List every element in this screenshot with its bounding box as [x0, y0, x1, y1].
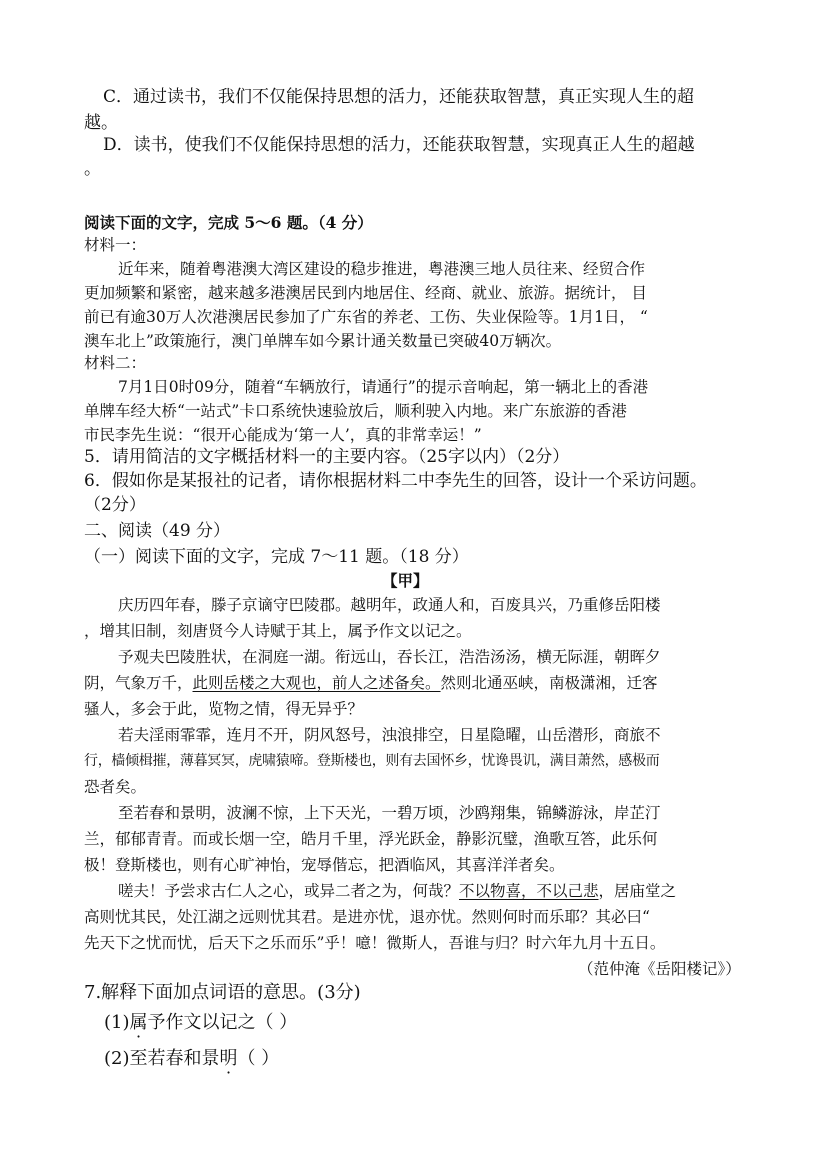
- passage-text: 骚人，多会于此，览物之情，得无异乎？: [84, 700, 364, 718]
- section-heading: 二、阅读（49 分）: [84, 521, 231, 541]
- option-d-line2: 。: [84, 159, 101, 179]
- underlined-sentence: 不以物喜，不以己悲: [459, 882, 599, 900]
- question-5: 5．请用简洁的文字概括材料一的主要内容。（25字以内）（2分）: [84, 447, 570, 467]
- question-7-item-2: [104, 1048, 279, 1070]
- option-c-line1: C．通过读书，我们不仅能保持思想的活力，还能获取智慧，真正实现人生的超: [103, 87, 695, 107]
- passage-text: 若夫淫雨霏霏，连月不开，阴风怒号，浊浪排空，日星隐曜，山岳潜形，商旅不: [118, 726, 661, 744]
- passage-text-segment: 然则北通巫峡，南极潇湘，迁客: [440, 674, 658, 692]
- passage-text: ，增其旧制，刻唐贤今人诗赋于其上，属予作文以记之。: [84, 622, 472, 640]
- passage-source: （范仲淹《岳阳楼记》）: [578, 960, 741, 978]
- item-text: （ ）: [237, 1048, 280, 1069]
- passage-label: 【甲】: [382, 571, 429, 590]
- material2-text: 市民李先生说：“很开心能成为‘第一人’，真的非常幸运！”: [84, 426, 482, 444]
- material2-text: 7月1日0时09分，随着“车辆放行，请通行”的提示音响起，第一辆北上的香港: [118, 378, 649, 396]
- material1-text: 澳车北上”政策施行，澳门单牌车如今累计通关数量已突破40万辆次。: [84, 332, 562, 350]
- passage-text: 行，樯倾楫摧，薄暮冥冥，虎啸猿啼。登斯楼也，则有去国怀乡，忧谗畏讥，满目萧然，感极而: [84, 753, 660, 769]
- passage-text: 先天下之忧而忧，后天下之乐而乐”乎！噫！微斯人，吾谁与归？时六年九月十五日。: [84, 934, 666, 952]
- item-text: (2)至若春和景: [104, 1048, 220, 1069]
- question-7-item-1: [104, 1012, 297, 1034]
- option-c-line2: 越。: [84, 113, 118, 133]
- passage-text: 予观夫巴陵胜状，在洞庭一湖。衔远山，吞长江，浩浩汤汤，横无际涯，朝晖夕: [118, 648, 661, 666]
- material2-text: 单牌车经大桥“一站式”卡口系统快速验放后，顺利驶入内地。来广东旅游的香港: [84, 402, 627, 420]
- passage-text: 至若春和景明，波澜不惊，上下天光，一碧万顷，沙鸥翔集，锦鳞游泳，岸芷汀: [118, 804, 661, 822]
- item-text: 予作文以记之（ ）: [147, 1012, 298, 1033]
- material1-text: 前已有逾30万人次港澳居民参加了广东省的养老、工伤、失业保险等。1月1日， “: [84, 308, 648, 326]
- passage-text: [118, 880, 676, 902]
- passage-text: 兰，郁郁青青。而或长烟一空，皓月千里，浮光跃金，静影沉璧，渔歌互答，此乐何: [84, 830, 658, 848]
- passage-text: 恐者矣。: [84, 778, 147, 796]
- passage-text: 庆历四年春，滕子京谪守巴陵郡。越明年，政通人和，百废具兴，乃重修岳阳楼: [118, 596, 661, 614]
- passage-text-segment: 阴，气象万千，: [84, 674, 193, 692]
- passage-text: 极！登斯楼也，则有心旷神怡，宠辱偕忘，把酒临风，其喜洋洋者矣。: [84, 856, 565, 874]
- material2-label: 材料二：: [84, 354, 147, 372]
- passage-text: [84, 672, 658, 694]
- option-d-line1: D．读书，使我们不仅能保持思想的活力，还能获取智慧，实现真正人生的超越: [103, 135, 695, 155]
- question-6: 6．假如你是某报社的记者，请你根据材料二中李先生的回答，设计一个采访问题。: [84, 471, 707, 491]
- passage-text-segment: ，居庙堂之: [598, 882, 677, 900]
- reading-instruction: 阅读下面的文字，完成 5～6 题。（4 分）: [84, 213, 373, 232]
- material1-label: 材料一：: [84, 236, 147, 254]
- question-7: 7.解释下面加点词语的意思。(3分): [84, 982, 361, 1003]
- question-6-points: （2分）: [84, 495, 146, 515]
- passage-text-segment: 嗟夫！予尝求古仁人之心，或异二者之为，何哉？: [118, 882, 460, 900]
- material1-text: 近年来，随着粤港澳大湾区建设的稳步推进，粤港澳三地人员往来、经贸合作: [118, 260, 646, 278]
- passage-text: 高则忧其民，处江湖之远则忧其君。是进亦忧，退亦忧。然则何时而乐耶？其必曰“: [84, 908, 650, 926]
- item-number: (1): [104, 1012, 130, 1033]
- dotted-word: 属: [129, 1012, 148, 1033]
- dotted-word: 明: [219, 1048, 238, 1069]
- section-subheading: （一）阅读下面的文字，完成 7～11 题。（18 分）: [84, 547, 469, 567]
- underlined-sentence: 此则岳楼之大观也，前人之述备矣。: [192, 674, 441, 692]
- material1-text: 更加频繁和紧密，越来越多港澳居民到内地居住、经商、就业、旅游。据统计， 目: [84, 284, 647, 302]
